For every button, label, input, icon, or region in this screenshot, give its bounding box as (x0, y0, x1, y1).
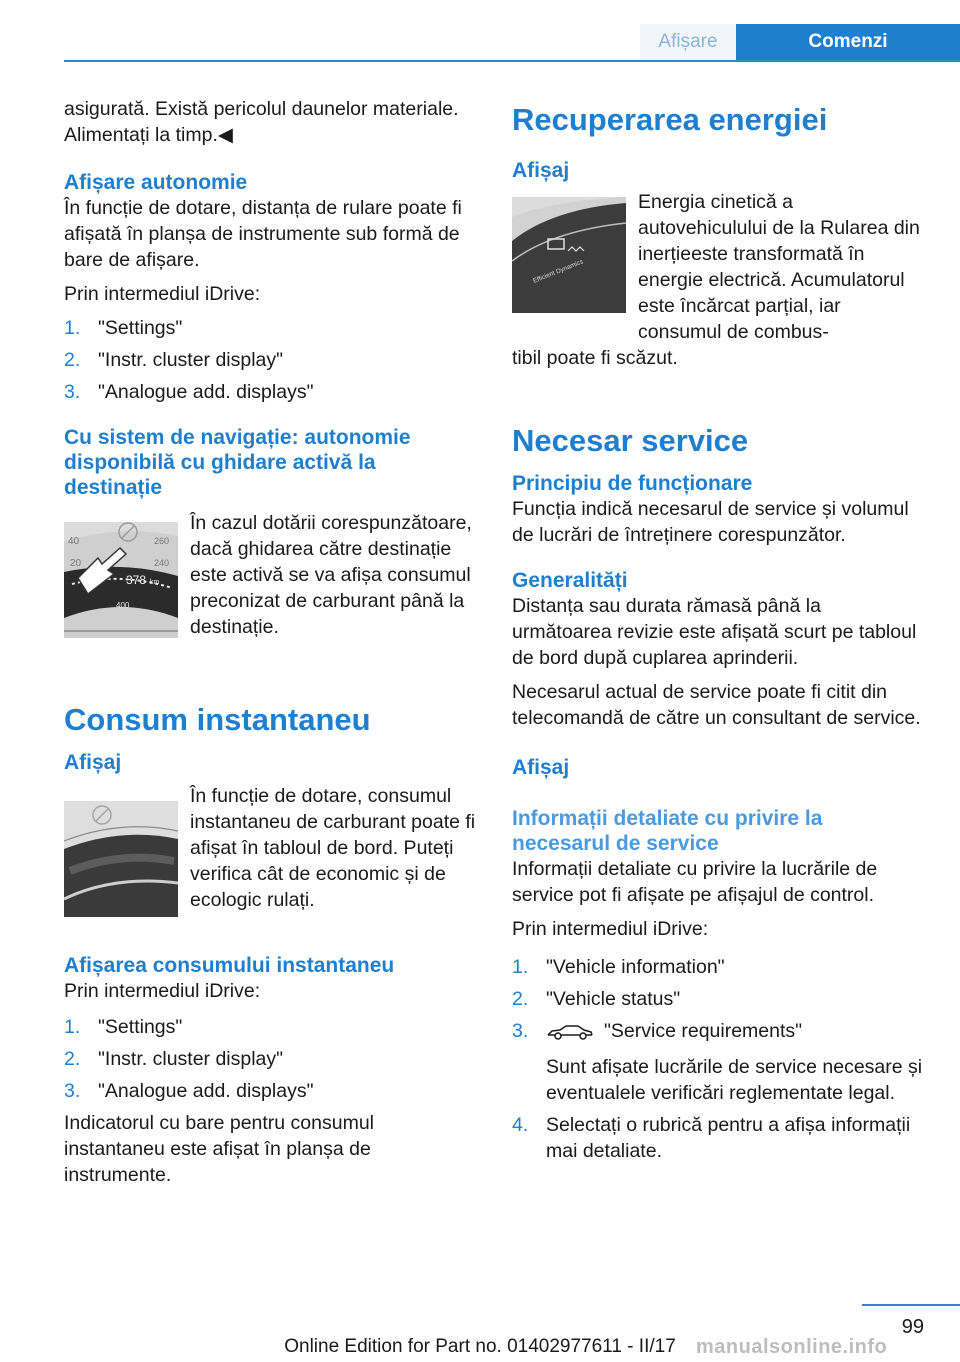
consumption-block (64, 783, 476, 913)
autonomy-text: În funcție de dotare, distanța de rulare poate fi afișată în planșa de instrumente sub formă de bare de afișare. (64, 197, 462, 271)
autonomy-steps (64, 315, 476, 405)
recovery-display-heading: Afișaj (512, 159, 570, 182)
consumption-closing-text: Indicatorul cu bare pentru consumul instantaneu este afișat în planșa de instrumente. (64, 1112, 375, 1186)
step-text: "Service requirements" (604, 1020, 803, 1042)
gauge-tick: 40 (68, 536, 80, 547)
step-text: "Vehicle information" (546, 956, 725, 978)
step-number: 1. (64, 317, 81, 339)
step-number: 1. (512, 956, 529, 978)
chapter-tab-label: Comenzi (808, 31, 888, 52)
list-item[interactable] (64, 1046, 476, 1072)
list-item[interactable] (64, 315, 476, 341)
step-number: 3. (64, 1080, 81, 1102)
left-column (64, 96, 476, 1188)
chapter-tab[interactable] (736, 24, 960, 60)
step-number: 2. (512, 988, 529, 1010)
step-number: 1. (64, 1016, 81, 1038)
autonomy-heading: Afișare autonomie (64, 171, 248, 194)
principle-heading: Principiu de funcționare (512, 472, 753, 495)
page-header (0, 0, 960, 64)
step-text: "Settings" (98, 1016, 183, 1038)
consumption-gauge-figure (64, 801, 178, 917)
gauge-unit: km (150, 579, 160, 586)
step-number: 4. (512, 1114, 529, 1136)
range-gauge-figure (64, 522, 178, 638)
principle-text: Funcția indică necesarul de service și volumul de lucrări de întreținere corespunzător. (512, 498, 909, 546)
gauge-scale-low: 400 (116, 601, 130, 610)
detail-heading: Informații detaliate cu privire la necesarul de service (512, 807, 823, 855)
step-number: 3. (64, 381, 81, 403)
list-item[interactable] (512, 1112, 926, 1164)
figure-label: Efficient Dynamics (532, 258, 585, 285)
list-item[interactable] (64, 379, 476, 405)
service-title: Necesar service (512, 423, 749, 458)
step-number: 2. (64, 349, 81, 371)
step-text: "Instr. cluster display" (98, 349, 284, 371)
step-number: 2. (64, 1048, 81, 1070)
autonomy-idrive-label: Prin intermediul iDrive: (64, 283, 261, 305)
detail-text: Informații detaliate cu privire la lucrările de service pot fi afișate pe afișajul de control. (512, 858, 878, 906)
list-item[interactable] (64, 1078, 476, 1104)
step-text: "Analogue add. displays" (98, 1080, 314, 1102)
gauge-tick: 20 (70, 558, 82, 569)
gauge-tick: 260 (154, 536, 170, 546)
recovery-block (512, 189, 926, 345)
footer-divider (862, 1304, 960, 1306)
consumption-title: Consum instantaneu (64, 702, 371, 737)
recovery-text-rest: tibil poate fi scăzut. (512, 347, 678, 369)
section-tab-label: Afișare (658, 31, 718, 52)
list-item[interactable] (64, 1014, 476, 1040)
recovery-title: Recuperarea energiei (512, 102, 828, 137)
list-item[interactable] (512, 1018, 926, 1106)
service-steps (512, 954, 926, 1164)
service-display-heading: Afișaj (512, 756, 570, 779)
section-tab[interactable] (640, 24, 736, 60)
list-item[interactable] (512, 986, 926, 1012)
recovery-text-first: Energia cinetică a autovehiculului de la Rularea din inerțieeste transformată în energie electrică. Acumulatorul este încărcat parțial, iar consumul de combus- (638, 191, 920, 343)
service-idrive-label: Prin intermediul iDrive: (512, 918, 709, 940)
consumption-display-heading: Afișaj (64, 751, 122, 774)
header-divider (64, 60, 960, 62)
watermark-logo: manualsonline.info (696, 1336, 888, 1358)
general-text-1: Distanța sau durata rămasă până la următoarea revizie este afișată scurt pe tabloul de bord după cuplarea aprinderii. (512, 595, 917, 669)
general-text-2: Necesarul actual de service poate fi citit din telecomandă de către un consultant de service. (512, 681, 921, 729)
step-text: "Instr. cluster display" (98, 1048, 284, 1070)
step-text: Selectați o rubrică pentru a afișa informații mai detaliate. (546, 1114, 911, 1162)
navigation-heading: Cu sistem de navigație: autonomie disponibilă cu ghidare activă la destinație (64, 426, 411, 499)
gauge-readout: 378 (126, 573, 147, 587)
list-item[interactable] (64, 347, 476, 373)
car-service-icon (546, 1021, 594, 1047)
gauge-tick: 240 (154, 558, 170, 568)
page-number: 99 (901, 1316, 924, 1338)
consumption-steps (64, 1014, 476, 1104)
navigation-text: În cazul dotării corespunzătoare, dacă ghidarea către destinație este activă se va afișa consumul preconizat de carburant până la destinație. (190, 512, 472, 638)
navigation-block (64, 510, 476, 640)
consumption-display-text: În funcție de dotare, consumul instantaneu de carburant poate fi afișat în tabloul de bord. Puteți verifica cât de economic și de ecologic rulați. (190, 785, 476, 911)
step-subtext: Sunt afișate lucrările de service necesare și eventualele verificări reglementate legal. (546, 1056, 923, 1104)
step-text: "Settings" (98, 317, 183, 339)
general-heading: Generalități (512, 569, 628, 592)
step-text: "Analogue add. displays" (98, 381, 314, 403)
energy-recovery-figure (512, 197, 626, 313)
step-number: 3. (512, 1020, 529, 1042)
consumption-idrive-label: Prin intermediul iDrive: (64, 980, 261, 1002)
list-item[interactable] (512, 954, 926, 980)
consumption-show-heading: Afișarea consumului instantaneu (64, 954, 395, 977)
right-column (512, 102, 926, 1164)
step-text: "Vehicle status" (546, 988, 681, 1010)
edition-footer: Online Edition for Part no. 01402977611 - II/17 (284, 1336, 676, 1357)
intro-text: asigurată. Există pericolul daunelor materiale. Alimentați la timp.◀ (64, 98, 459, 146)
